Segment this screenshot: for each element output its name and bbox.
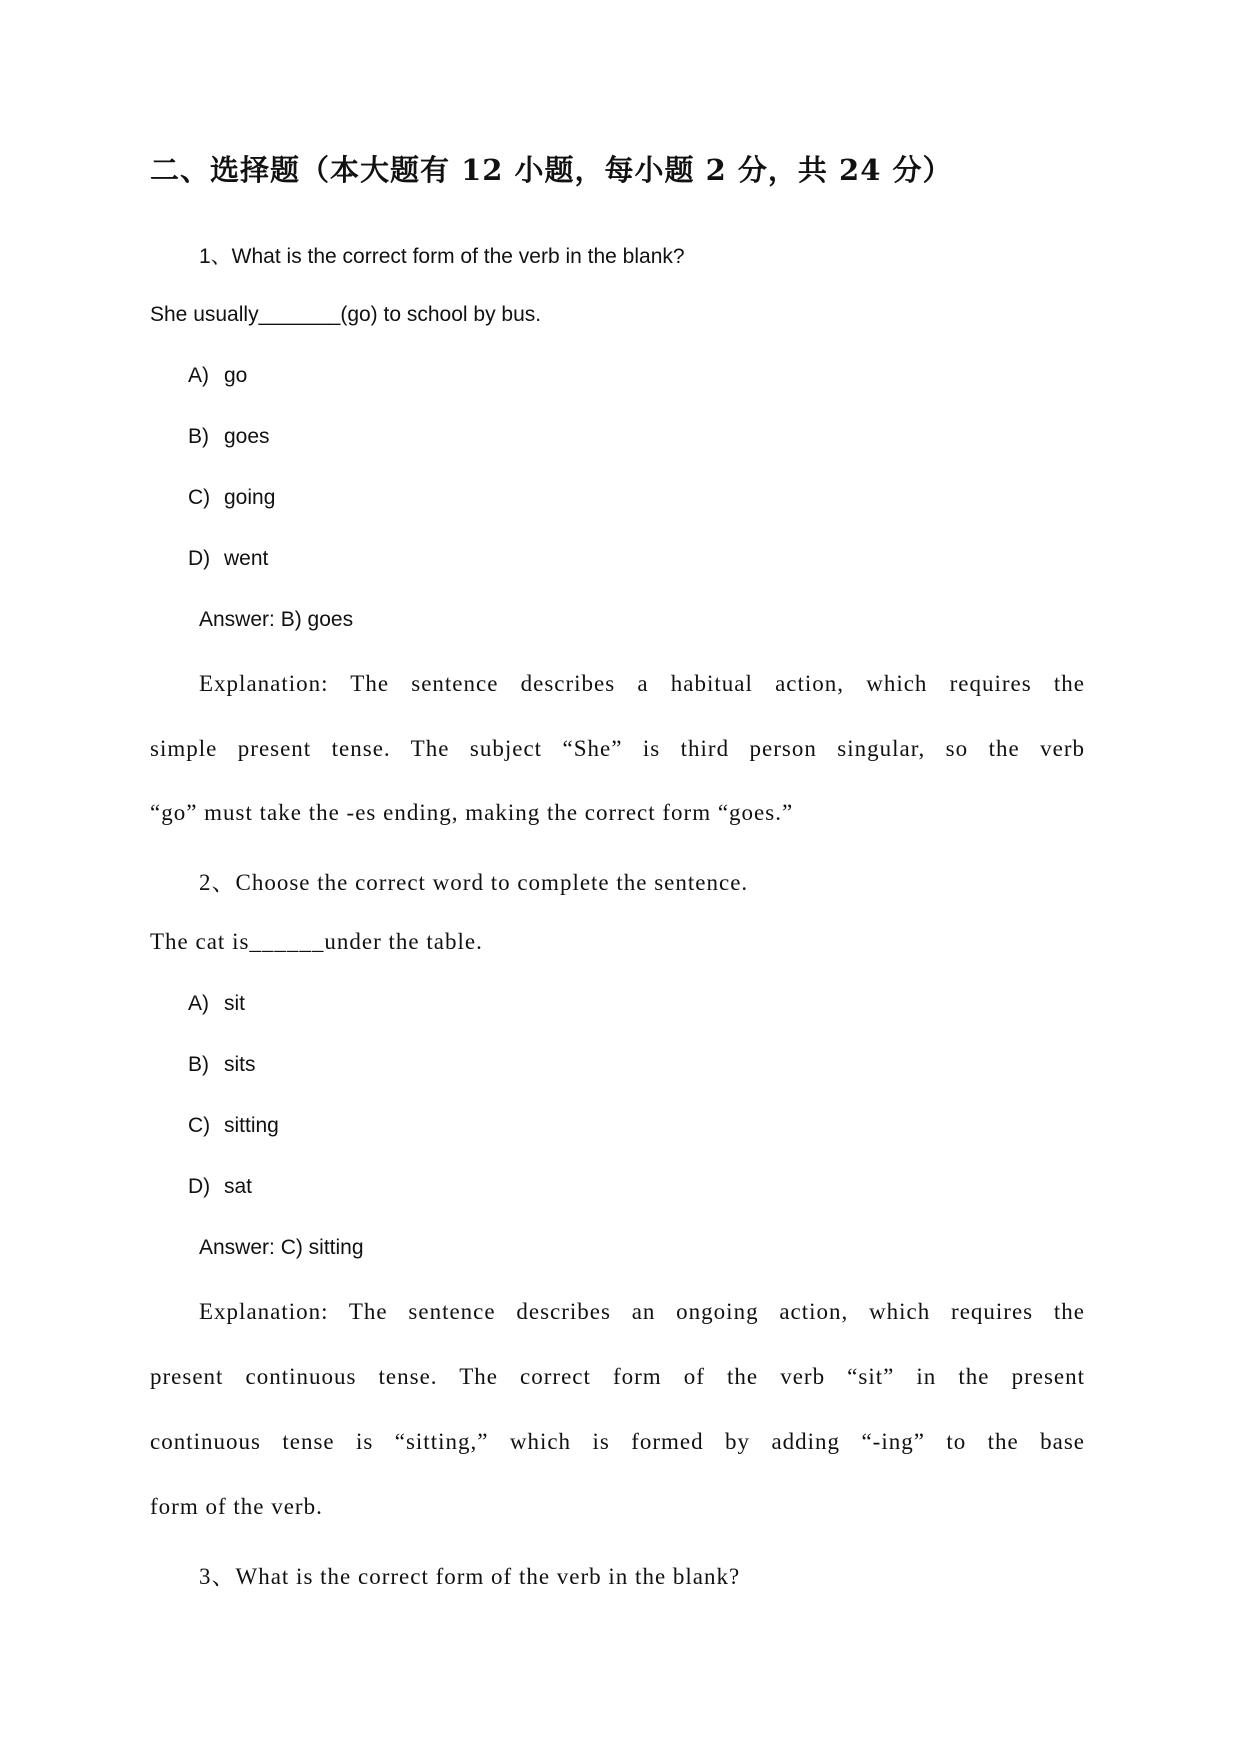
q2-explanation-line-1: Explanation: The sentence describes an ongoing action, which requires the [199, 1299, 1085, 1324]
q2-answer: Answer: C) sitting [199, 1236, 364, 1259]
option-letter: C) [188, 1114, 211, 1137]
q2-option-c [188, 1114, 279, 1138]
option-text: sat [224, 1175, 253, 1198]
q1-sentence: She usually_______(go) to school by bus. [150, 303, 542, 326]
q2-sentence: The cat is______under the table. [150, 929, 483, 954]
option-letter: A) [188, 364, 209, 387]
section-heading: 二、选择题（本大题有 12 小题，每小题 2 分，共 24 分） [150, 153, 953, 187]
q1-explanation-line-1: Explanation: The sentence describes a habitual action, which requires the [199, 671, 1085, 696]
q2-explanation-line-2: present continuous tense. The correct form of the verb “sit” in the present [150, 1364, 1085, 1389]
q2-explanation-line-3: continuous tense is “sitting,” which is formed by adding “-ing” to the base [150, 1429, 1085, 1454]
q1-option-d [188, 547, 268, 571]
q3-prompt: 3、What is the correct form of the verb in the blank? [199, 1564, 741, 1589]
q2-prompt: 2、Choose the correct word to complete the sentence. [199, 870, 749, 895]
q2-option-a [188, 992, 245, 1016]
q2-option-d [188, 1175, 252, 1199]
q1-explanation-line-2: simple present tense. The subject “She” is third person singular, so the verb [150, 736, 1085, 761]
option-letter: C) [188, 486, 211, 509]
option-letter: D) [188, 547, 211, 570]
option-text: go [224, 364, 248, 387]
option-text: goes [224, 425, 270, 448]
option-text: sit [224, 992, 245, 1015]
q2-explanation-line-4: form of the verb. [150, 1494, 323, 1519]
q1-prompt: 1、What is the correct form of the verb in the blank? [199, 245, 685, 268]
option-letter: B) [188, 1053, 209, 1076]
q1-option-b [188, 425, 270, 449]
option-text: sitting [224, 1114, 279, 1137]
option-text: sits [224, 1053, 256, 1076]
option-text: going [224, 486, 276, 509]
option-letter: A) [188, 992, 209, 1015]
q1-explanation-line-3: “go” must take the -es ending, making the correct form “goes.” [150, 800, 794, 825]
option-letter: D) [188, 1175, 211, 1198]
q1-option-c [188, 486, 275, 510]
q2-option-b [188, 1053, 256, 1077]
option-text: went [224, 547, 269, 570]
q1-answer: Answer: B) goes [199, 608, 354, 631]
option-letter: B) [188, 425, 209, 448]
q1-option-a [188, 364, 247, 388]
